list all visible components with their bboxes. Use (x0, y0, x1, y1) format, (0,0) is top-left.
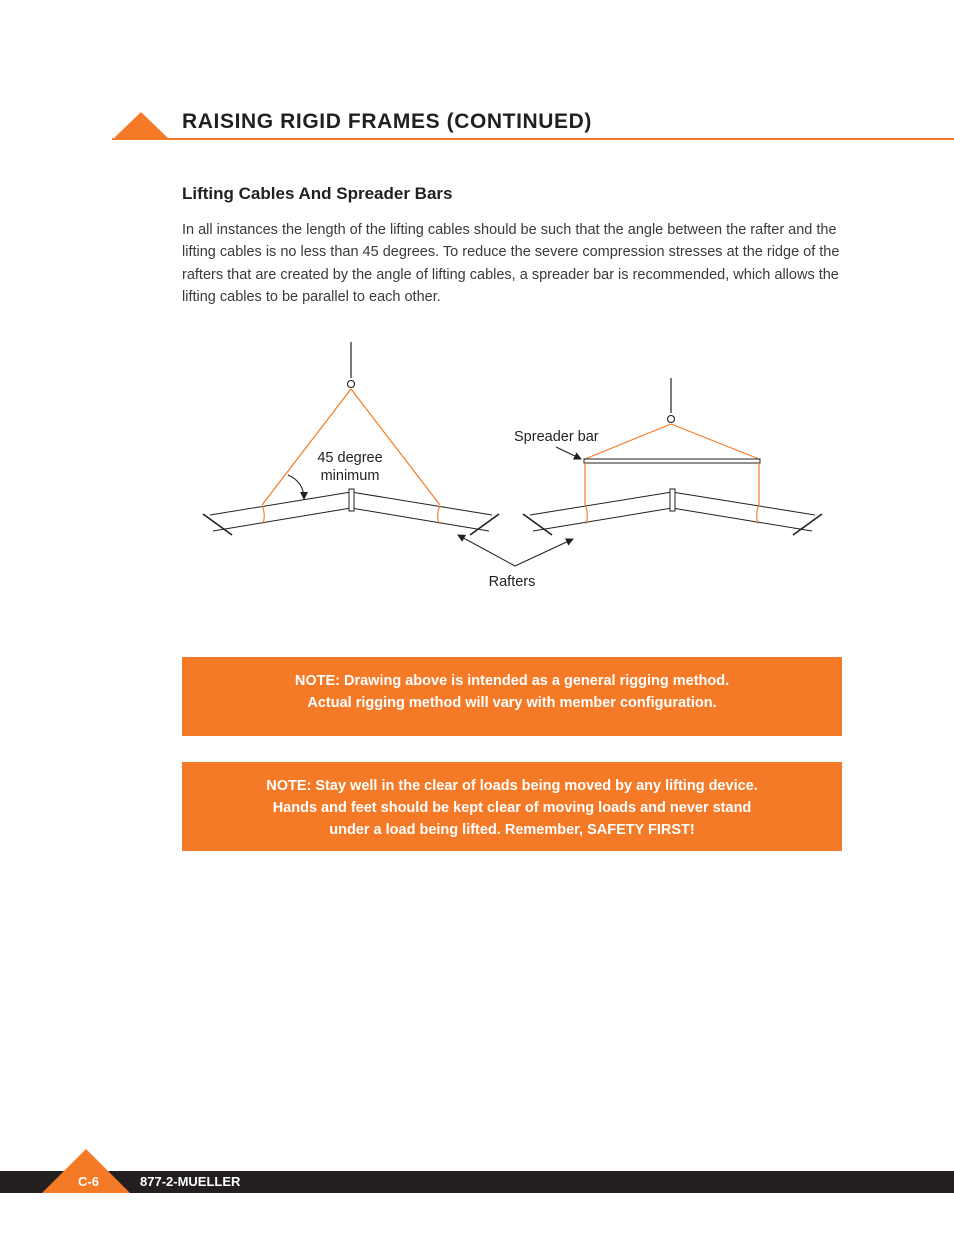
angle-label-line1: 45 degree (317, 450, 383, 466)
section-body: In all instances the length of the lifting cables should be such that the angle between the rafter and the lifting cables is no less than 45 degrees. To reduce the severe compression stresses at the ridge of the rafters that are created by the angle of lifting cables, a spreader bar is recommended, which allows the lifting cables to be parallel to each other. (182, 222, 840, 305)
section-heading: Lifting Cables And Spreader Bars (182, 184, 453, 203)
note-line: Hands and feet should be kept clear of moving loads and never stand (272, 800, 752, 816)
spreader-bar-label: Spreader bar (514, 429, 599, 445)
note-line: NOTE: Stay well in the clear of loads being moved by any lifting device. (266, 778, 758, 794)
note-line: Actual rigging method will vary with member configuration. (307, 695, 717, 711)
footer-phone: 877-2-MUELLER (140, 1174, 241, 1189)
note-line: NOTE: Drawing above is intended as a general rigging method. (294, 673, 730, 689)
page-title: RAISING RIGID FRAMES (CONTINUED) (182, 110, 593, 133)
note-line: under a load being lifted. Remember, SAFETY FIRST! (329, 822, 695, 838)
rafters-label: Rafters (488, 574, 536, 590)
angle-label-line2: minimum (320, 468, 380, 484)
footer-page-number: C-6 (78, 1174, 99, 1189)
